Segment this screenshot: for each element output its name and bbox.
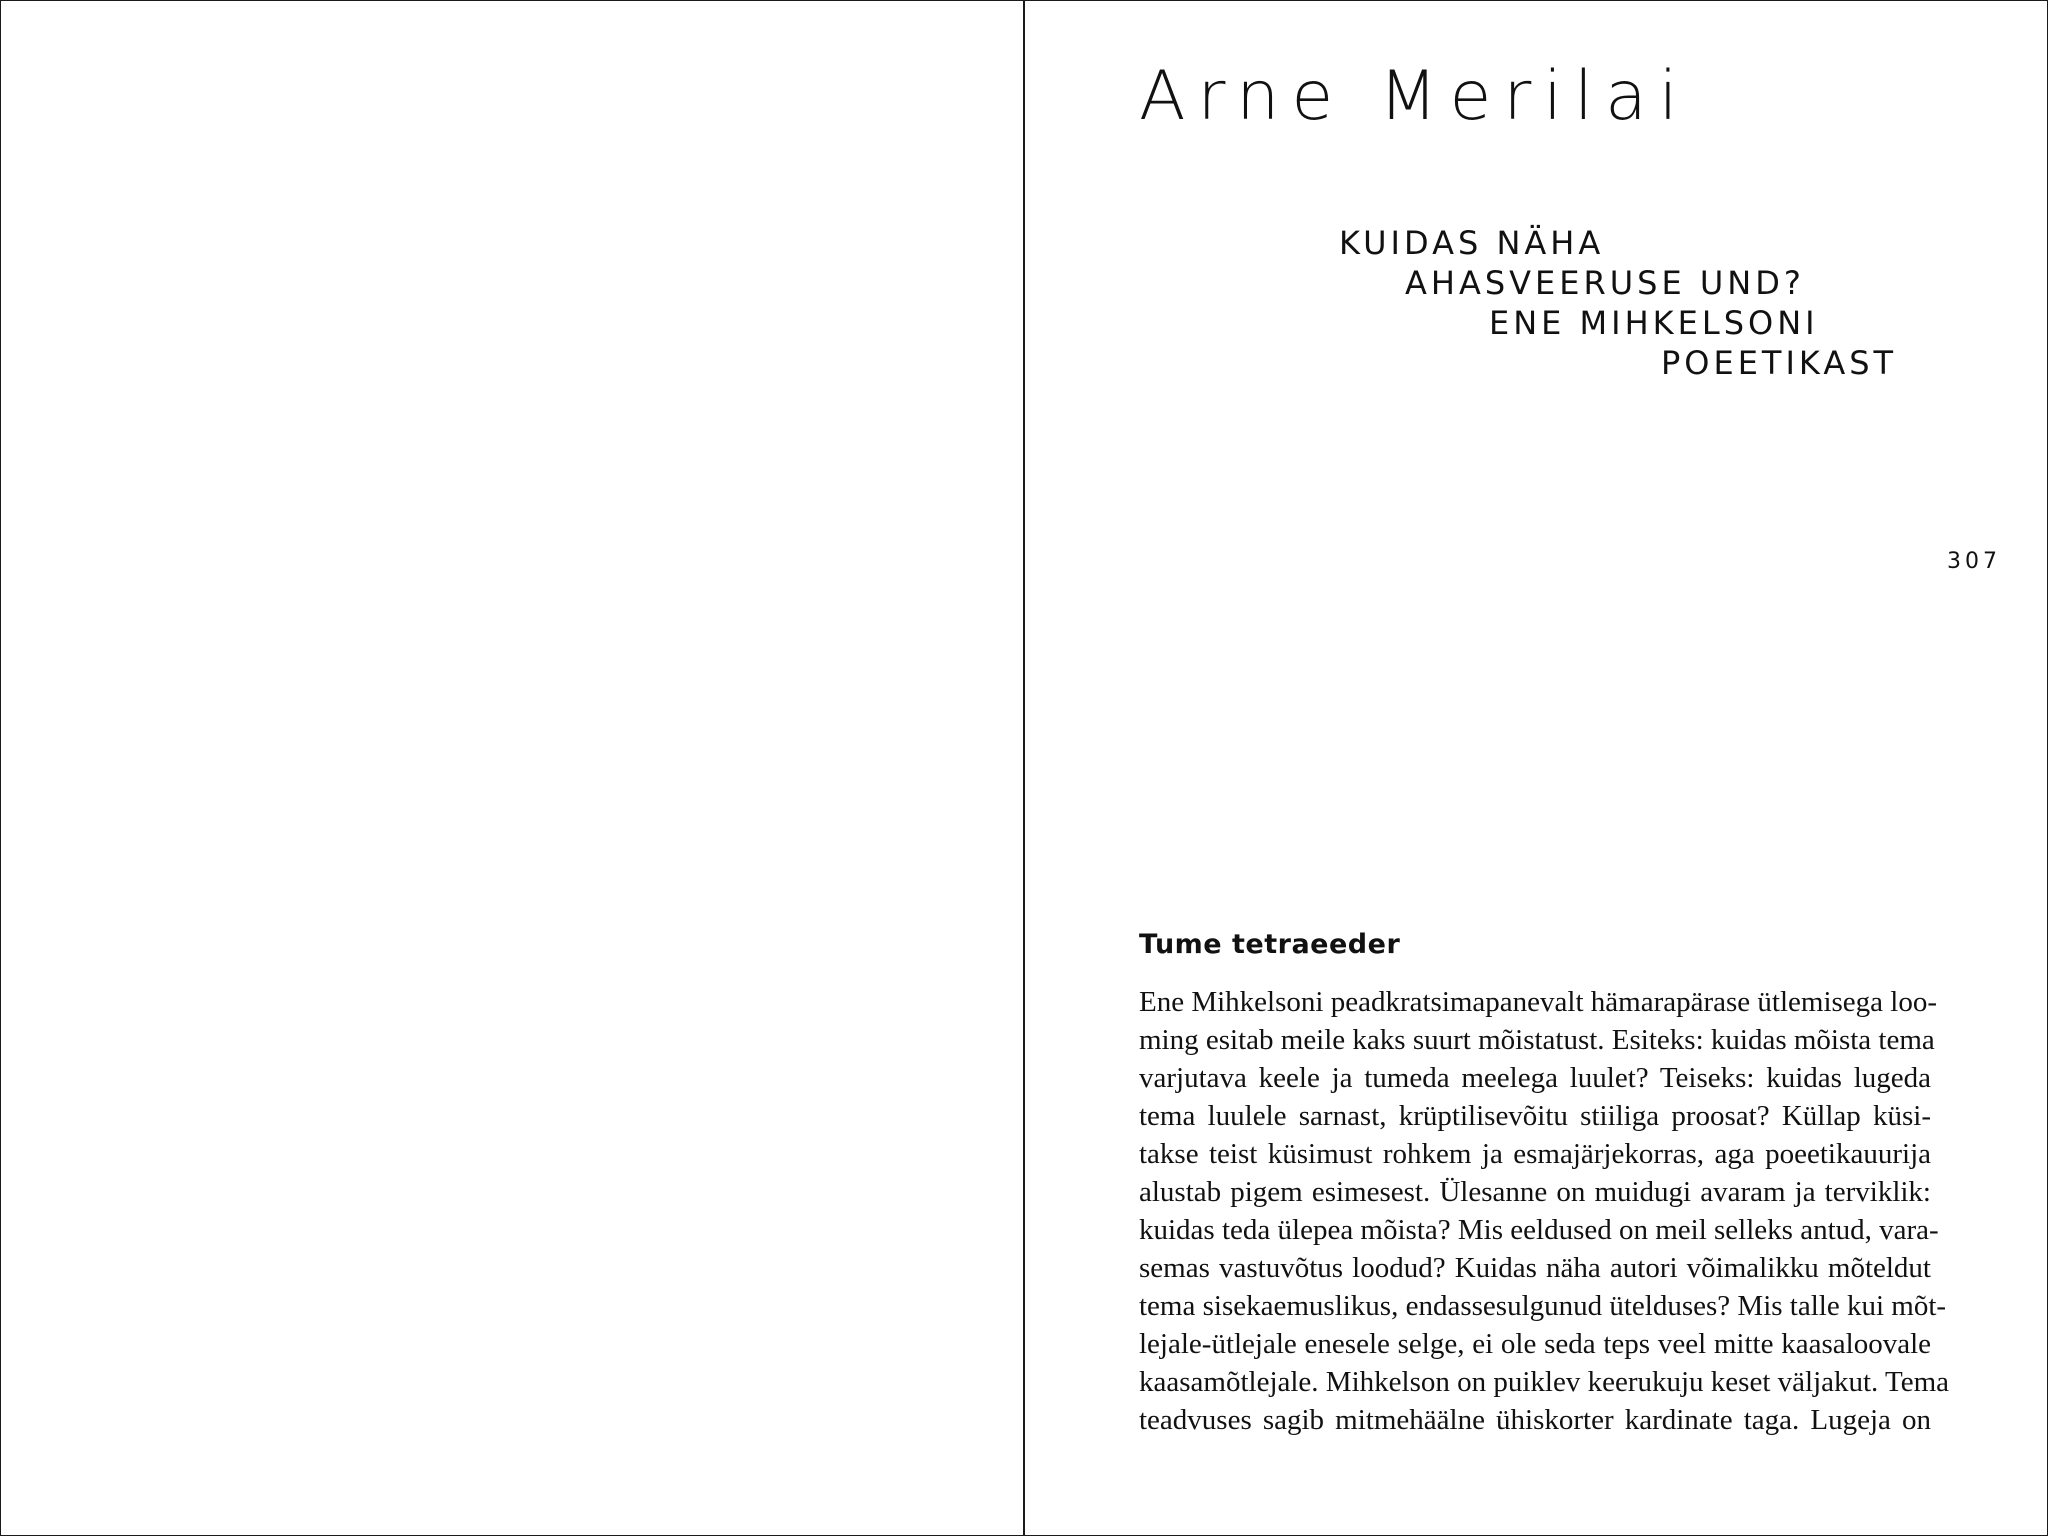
body-line: kuidas teda ülepea mõista? Mis eeldused on meil selleks antud, vara- [1139,1214,1939,1246]
chapter-title-line: AHASVEERUSE UND? [1405,264,1805,302]
right-page [1025,1,2047,1535]
author-name: Arne Merilai [1139,57,1690,136]
body-line: alustab pigem esimesest. Ülesanne on muidugi avaram ja terviklik: [1139,1176,1931,1208]
body-paragraph [1139,983,1950,1439]
body-line: lejale-ütlejale enesele selge, ei ole seda teps veel mitte kaasaloovale [1139,1328,1931,1360]
page-number: 307 [1947,549,2001,574]
chapter-title-line: KUIDAS NÄHA [1339,224,1605,262]
body-line: varjutava keele ja tumeda meelega luulet? Teiseks: kuidas lugeda [1139,1062,1931,1094]
section-heading: Tume tetraeeder [1139,929,1401,960]
left-page-blank [1,1,1023,1535]
body-line: ming esitab meile kaks suurt mõistatust. Esiteks: kuidas mõista tema [1139,1024,1935,1056]
body-line: tema luulele sarnast, krüptilisevõitu stiiliga proosat? Küllap küsi- [1139,1100,1931,1132]
body-line: takse teist küsimust rohkem ja esmajärjekorras, aga poeetikauurija [1139,1138,1931,1170]
chapter-title-line: POEETIKAST [1661,344,1898,382]
body-line: teadvuses sagib mitmehäälne ühiskorter kardinate taga. Lugeja on [1139,1404,1931,1436]
body-line: kaasamõtlejale. Mihkelson on puiklev keerukuju keset väljakut. Tema [1139,1366,1950,1398]
body-line: tema sisekaemuslikus, endassesulgunud ütelduses? Mis talle kui mõt- [1139,1290,1947,1322]
body-line: semas vastuvõtus loodud? Kuidas näha autori võimalikku mõteldut [1139,1252,1931,1284]
chapter-title-line: ENE MIHKELSONI [1489,304,1819,342]
body-line: Ene Mihkelsoni peadkratsimapanevalt hämarapärase ütlemisega loo- [1139,986,1938,1018]
